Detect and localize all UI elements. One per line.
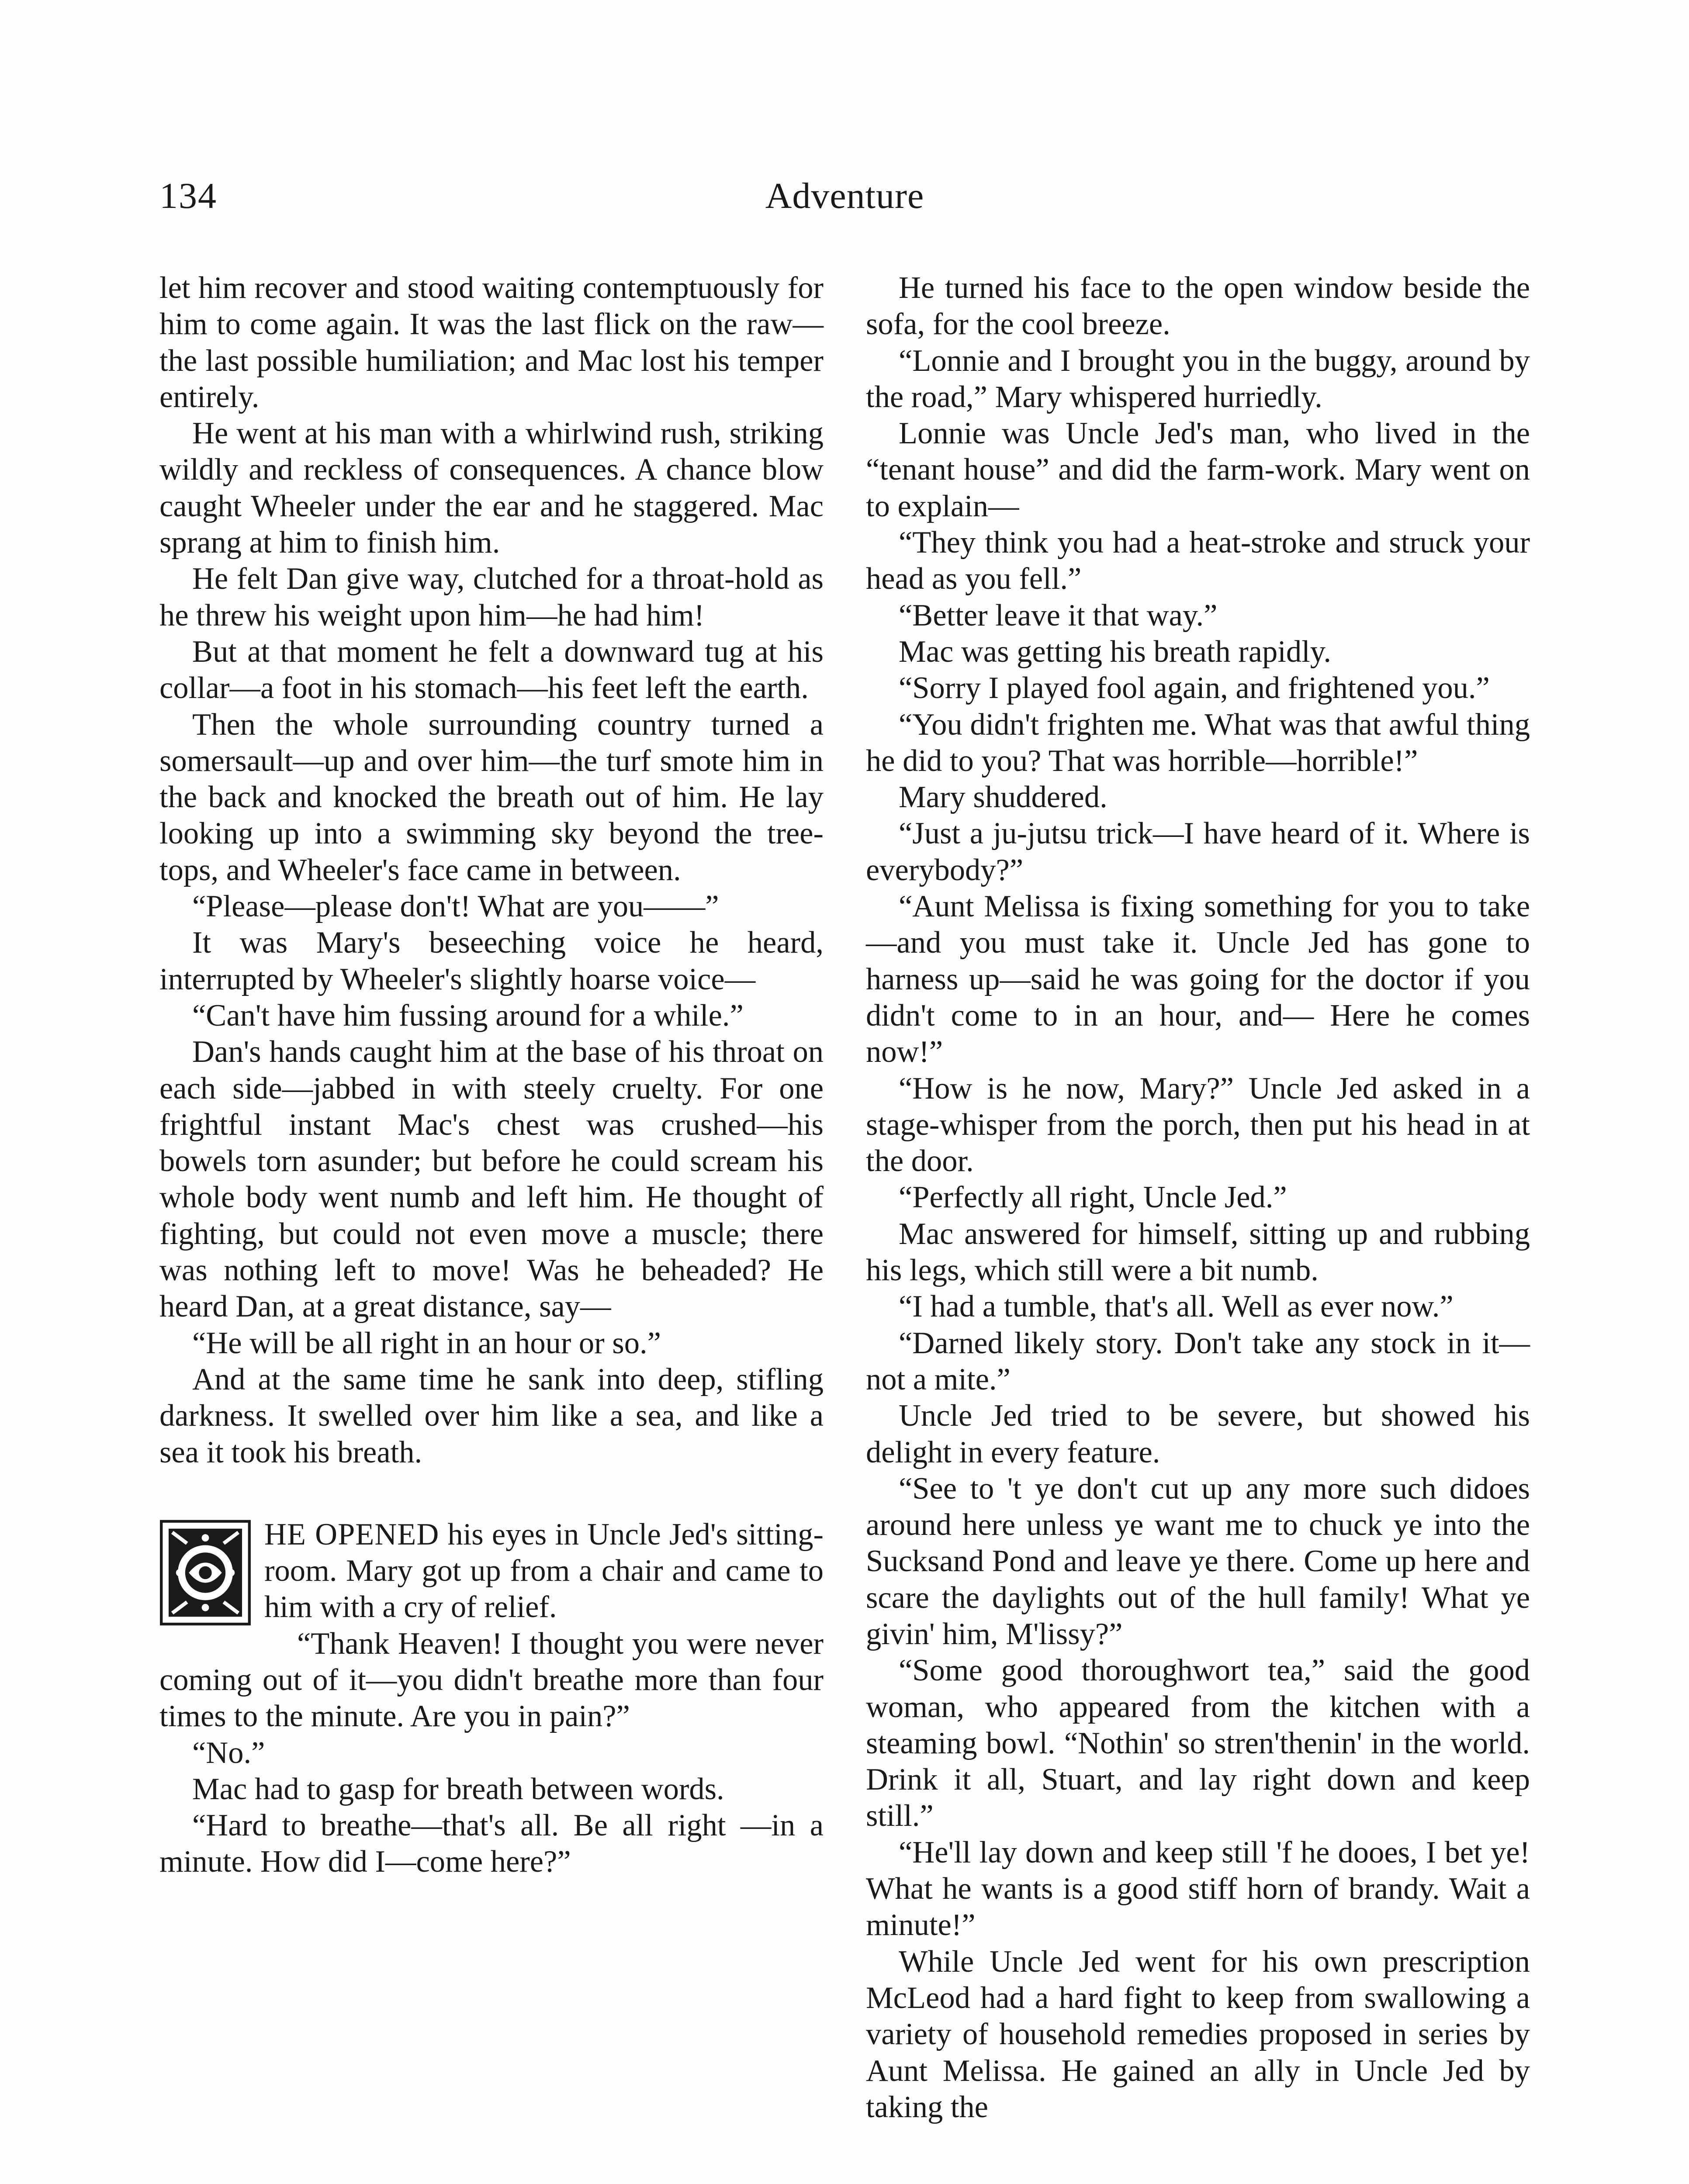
paragraph: “No.” [192,1735,265,1770]
paragraph: “Just a ju-jutsu trick—I have heard of it. Where is everybody?” [866,816,1530,887]
paragraph: “Sorry I played fool again, and frightened you.” [899,671,1490,705]
paragraph: Mac answered for himself, sitting up and rubbing his legs, which still were a bit numb. [866,1216,1530,1288]
paragraph: Dan's hands caught him at the base of his throat on each side—jabbed in with steely cruelty. For one frightful instant Mac's chest was crushed—his bowels torn asunder; but before he could scream his whole body went numb and left him. He thought of fighting, but could not even move a muscle; there was nothing left to move! Was he beheaded? He heard Dan, at a great distance, say— [159,1035,824,1324]
paragraph: Mary shuddered. [899,780,1108,815]
section-lead-words: HE OPENED [264,1517,440,1552]
paragraph: Mac had to gasp for breath between words. [192,1772,724,1806]
paragraph: “Darned likely story. Don't take any stock in it—not a mite.” [866,1326,1530,1396]
paragraph: “They think you had a heat-stroke and struck your head as you fell.” [866,525,1530,596]
paragraph: He turned his face to the open window beside the sofa, for the cool breeze. [866,271,1530,342]
left-column [159,270,824,1880]
paragraph: “You didn't frighten me. What was that awful thing he did to you? That was horrible—horrible!” [866,707,1530,778]
paragraph: “He will be all right in an hour or so.” [192,1326,661,1360]
paragraph: “Please—please don't! What are you——” [192,889,719,924]
paragraph: “Aunt Melissa is fixing something for you to take—and you must take it. Uncle Jed has gone to harness up—said he was going for the doctor if you didn't come to in an hour, and— Here he comes now!” [866,889,1530,1069]
paragraph: “I had a tumble, that's all. Well as ever now.” [899,1289,1454,1324]
section-opening-paragraph [159,1517,824,1626]
section-first-sentence: his eyes in Uncle Jed's sitting-room. Mary got up from a chair and came to him with a cry of relief. [264,1517,824,1624]
paragraph: “Lonnie and I brought you in the buggy, around by the road,” Mary whispered hurriedly. [866,343,1530,414]
page-number: 134 [159,176,217,216]
paragraph: Then the whole surrounding country turned a somersault—up and over him—the turf smote him in the back and knocked the breath out of him. He lay looking up into a swimming sky beyond the tree-tops, and Wheeler's face came in between. [159,707,824,887]
paragraph: “See to 't ye don't cut up any more such didoes around here unless ye want me to chuck ye into the Sucksand Pond and leave ye there. Come up here and scare the daylights out of the hull family! What ye givin' him, M'lissy?” [866,1471,1530,1651]
paragraph: Uncle Jed tried to be severe, but showed his delight in every feature. [866,1399,1530,1469]
page-header [159,175,1530,236]
paragraph: “Can't have him fussing around for a while.” [192,998,744,1033]
paragraph: Lonnie was Uncle Jed's man, who lived in the “tenant house” and did the farm-work. Mary went on to explain— [866,416,1530,523]
paragraph: “Some good thoroughwort tea,” said the good woman, who appeared from the kitchen with a steaming bowl. “Nothin' so stren'thenin' in the world. Drink it all, Stuart, and lay right down and keep still.” [866,1653,1530,1833]
right-column [866,270,1530,2125]
paragraph: “Perfectly all right, Uncle Jed.” [899,1180,1287,1215]
decorative-ornament-icon [159,1519,251,1626]
paragraph: He went at his man with a whirlwind rush, striking wildly and reckless of consequences. A chance blow caught Wheeler under the ear and he staggered. Mac sprang at him to finish him. [159,416,824,560]
paragraph: “Better leave it that way.” [899,598,1218,632]
paragraph: “He'll lay down and keep still 'f he dooes, I bet ye! What he wants is a good stiff horn of brandy. Wait a minute!” [866,1835,1530,1942]
paragraph: let him recover and stood waiting contemptuously for him to come again. It was the last flick on the raw—the last possible humiliation; and Mac lost his temper entirely. [159,271,824,414]
paragraph: He felt Dan give way, clutched for a throat-hold as he threw his weight upon him—he had him! [159,562,824,632]
paragraph: But at that moment he felt a downward tug at his collar—a foot in his stomach—his feet left the earth. [159,634,824,705]
paragraph: “Hard to breathe—that's all. Be all right —in a minute. How did I—come here?” [159,1808,824,1879]
paragraph: “Thank Heaven! I thought you were never coming out of it—you didn't breathe more than four times to the minute. Are you in pain?” [159,1626,824,1734]
paragraph: And at the same time he sank into deep, stifling darkness. It swelled over him like a sea, and like a sea it took his breath. [159,1362,824,1469]
paragraph: While Uncle Jed went for his own prescription McLeod had a hard fight to keep from swallowing a variety of household remedies proposed in series by Aunt Melissa. He gained an ally in Uncle Jed by taking the [866,1944,1530,2124]
running-title: Adventure [765,176,924,216]
paragraph: Mac was getting his breath rapidly. [899,634,1331,669]
paragraph: “How is he now, Mary?” Uncle Jed asked in a stage-whisper from the porch, then put his head in at the door. [866,1071,1530,1178]
section-break [159,1471,824,1517]
paragraph: It was Mary's beseeching voice he heard, interrupted by Wheeler's slightly hoarse voice— [159,926,824,996]
